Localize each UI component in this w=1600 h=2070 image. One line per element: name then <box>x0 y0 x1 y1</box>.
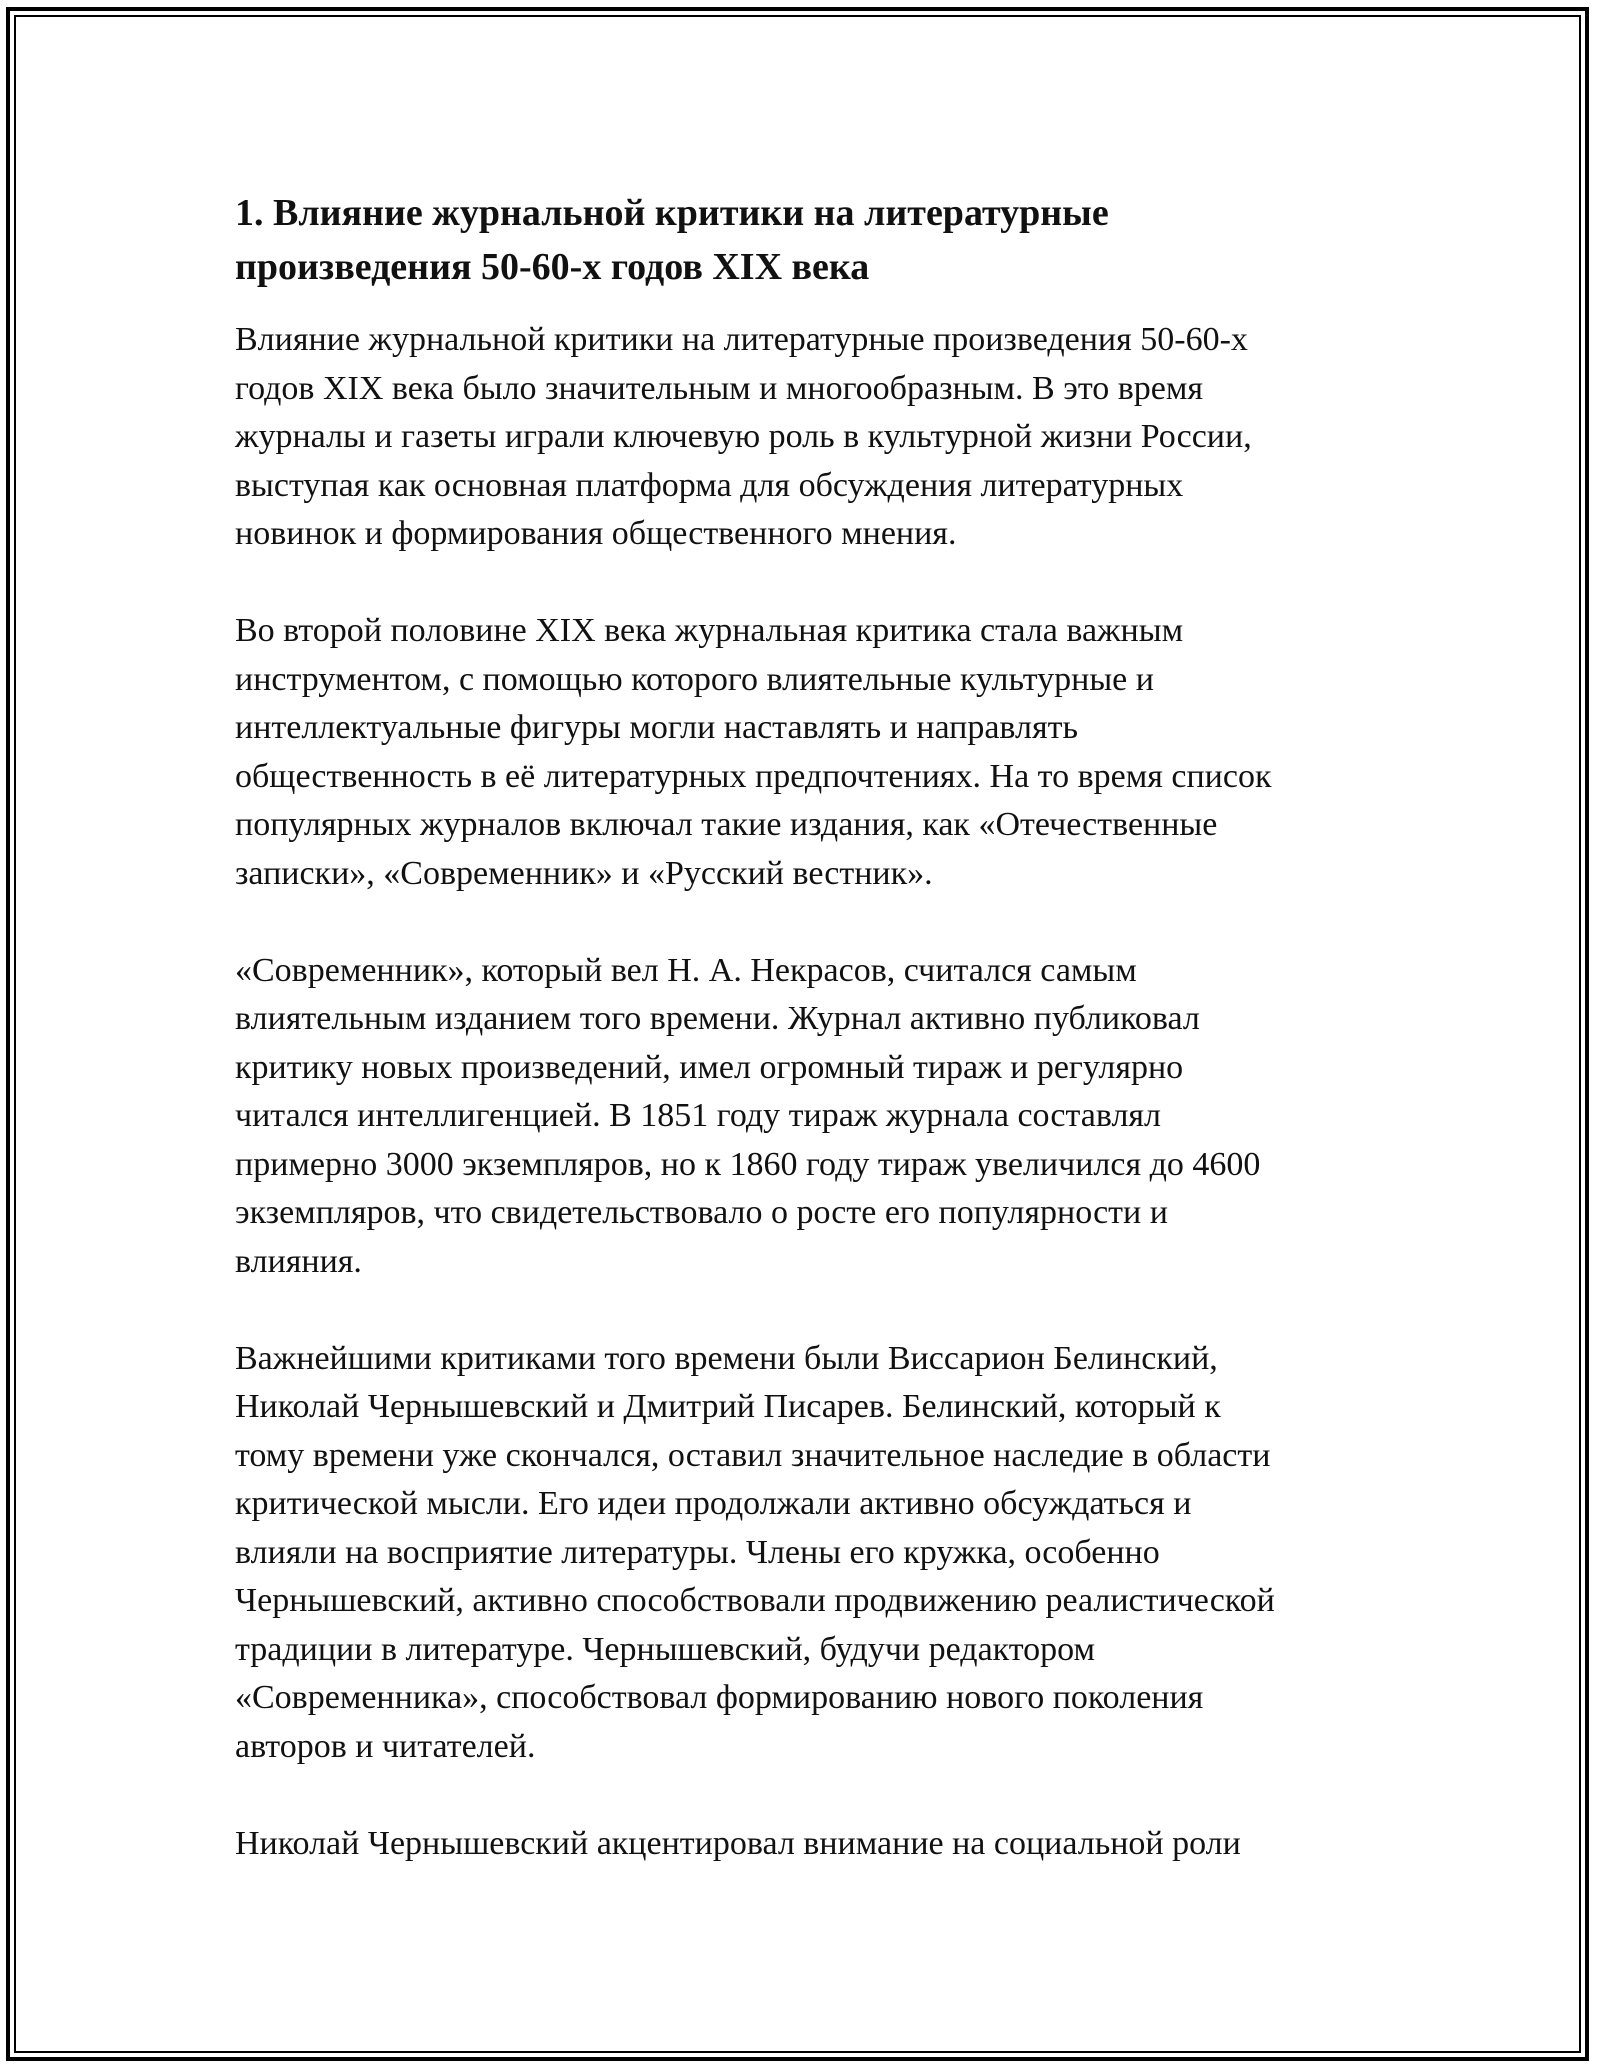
text-line: записки», «Современник» и «Русский вестник». <box>235 854 933 892</box>
section-heading <box>235 186 1375 294</box>
text-line: авторов и читателей. <box>235 1727 536 1765</box>
text-line: Николай Чернышевский и Дмитрий Писарев. Белинский, который к <box>235 1388 1221 1425</box>
text-line: «Современника», способствовал формированию нового поколения <box>235 1679 1204 1716</box>
paragraph-4 <box>235 1335 1375 1772</box>
text-line: Во второй половине XIX века журнальная критика стала важным <box>235 612 1184 649</box>
text-line: инструментом, с помощью которого влиятельные культурные и <box>235 660 1154 698</box>
text-line: влияли на восприятие литературы. Члены его кружка, особенно <box>235 1533 1160 1571</box>
text-line: влиятельным изданием того времени. Журнал активно публиковал <box>235 1000 1200 1037</box>
text-line: Влияние журнальной критики на литературные произведения 50-60-х <box>235 321 1248 358</box>
text-line: экземпляров, что свидетельствовало о росте его популярности и <box>235 1194 1168 1231</box>
text-line: традиции в литературе. Чернышевский, будучи редактором <box>235 1630 1096 1668</box>
paragraph-5 <box>235 1820 1375 1869</box>
text-line: новинок и формирования общественного мнения. <box>235 515 957 552</box>
text-line: критику новых произведений, имел огромный тираж и регулярно <box>235 1048 1184 1086</box>
text-line: интеллектуальные фигуры могли наставлять и направлять <box>235 709 1079 746</box>
text-line: Чернышевский, активно способствовали продвижению реалистической <box>235 1582 1275 1619</box>
paragraph-3 <box>235 947 1375 1287</box>
text-line: Николай Чернышевский акцентировал внимание на социальной роли <box>235 1824 1241 1862</box>
text-line: общественность в её литературных предпочтениях. На то время список <box>235 757 1272 795</box>
text-line: читался интеллигенцией. В 1851 году тираж журнала составлял <box>235 1097 1162 1134</box>
text-line: журналы и газеты играли ключевую роль в культурной жизни России, <box>235 418 1252 455</box>
paragraph-1 <box>235 316 1375 559</box>
heading-line: произведения 50-60-х годов XIX века <box>235 246 870 288</box>
text-line: «Современник», который вел Н. А. Некрасов, считался самым <box>235 951 1137 989</box>
document-body <box>235 186 1375 1917</box>
text-line: Важнейшими критиками того времени были Виссарион Белинский, <box>235 1339 1218 1377</box>
heading-line: 1. Влияние журнальной критики на литературные <box>235 192 1109 234</box>
text-line: влияния. <box>235 1242 362 1280</box>
paragraph-2 <box>235 607 1375 898</box>
text-line: годов XIX века было значительным и многообразным. В это время <box>235 369 1204 407</box>
text-line: критической мысли. Его идеи продолжали активно обсуждаться и <box>235 1485 1192 1522</box>
text-line: популярных журналов включал такие издания, как «Отечественные <box>235 806 1218 843</box>
text-line: примерно 3000 экземпляров, но к 1860 году тираж увеличился до 4600 <box>235 1145 1261 1183</box>
text-line: тому времени уже скончался, оставил значительное наследие в области <box>235 1436 1271 1474</box>
text-line: выступая как основная платформа для обсуждения литературных <box>235 466 1184 504</box>
